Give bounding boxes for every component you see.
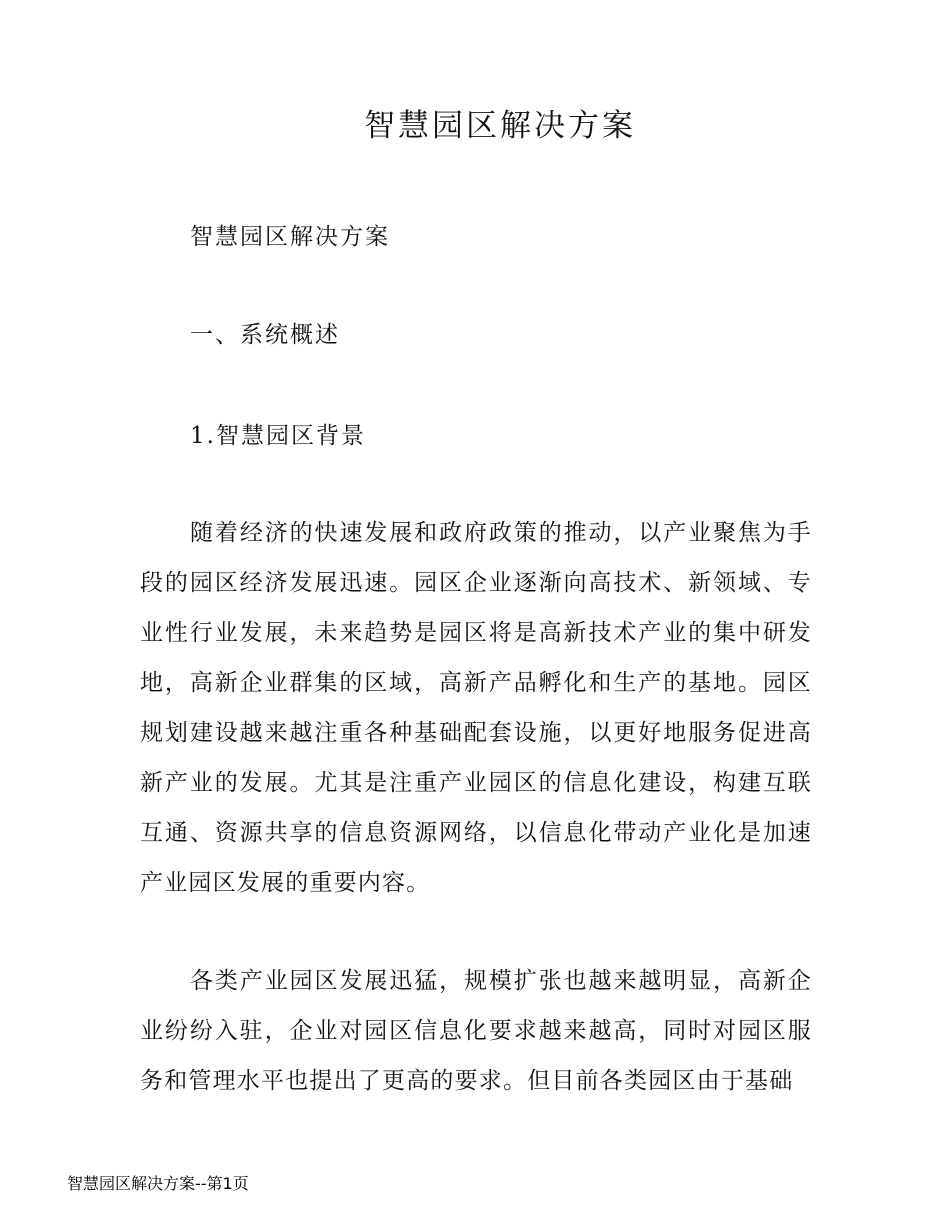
body-paragraph-2: 各类产业园区发展迅猛，规模扩张也越来越明显，高新企业纷纷入驻，企业对园区信息化要求越来越高，同时对园区服务和管理水平也提出了更高的要求。但目前各类园区由于基础: [140, 968, 812, 1094]
document-title: 智慧园区解决方案: [364, 108, 636, 144]
subsection-heading: 1.智慧园区背景: [190, 423, 366, 449]
document-subtitle: 智慧园区解决方案: [190, 224, 390, 250]
section-heading: 一、系统概述: [190, 322, 340, 348]
body-paragraph-1: 随着经济的快速发展和政府政策的推动，以产业聚焦为手段的园区经济发展迅速。园区企业逐渐向高技术、新领域、专业性行业发展，未来趋势是园区将是高新技术产业的集中研发地，高新企业群集的区域，高新产品孵化和生产的基地。园区规划建设越来越注重各种基础配套设施，以更好地服务促进高新产业的发展。尤其是注重产业园区的信息化建设，构建互联互通、资源共享的信息资源网络，以信息化带动产业化是加速产业园区发展的重要内容。: [140, 520, 812, 896]
page-footer: 智慧园区解决方案--第1页: [67, 1174, 249, 1193]
